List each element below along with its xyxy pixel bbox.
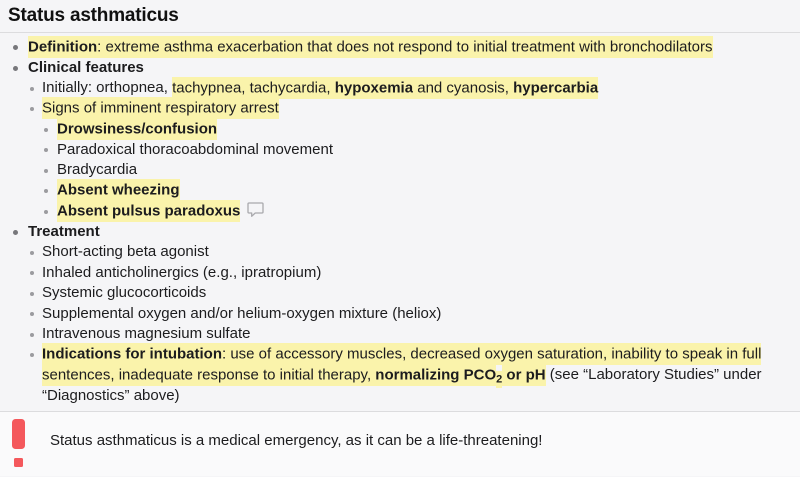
text-segment: 2 bbox=[496, 371, 502, 388]
bullet-icon bbox=[13, 66, 18, 71]
list-item bbox=[0, 37, 796, 58]
list-item-text bbox=[57, 201, 796, 222]
list-item bbox=[0, 345, 796, 407]
text-segment: : use of accessory muscles, decreased oxygen saturation, inability to speak in full sentences, inadequate response to initial therapy, bbox=[42, 343, 761, 386]
bullet-icon bbox=[30, 333, 34, 337]
text-segment: hypercarbia bbox=[513, 77, 598, 99]
bullet-icon bbox=[30, 271, 34, 275]
text-segment: Clinical features bbox=[28, 58, 144, 76]
bullet-icon bbox=[44, 128, 48, 132]
list-item-text bbox=[42, 99, 796, 120]
list-item-text bbox=[57, 181, 796, 202]
text-segment: Absent wheezing bbox=[57, 179, 180, 201]
list-item-text bbox=[57, 119, 796, 140]
list-item-text bbox=[57, 140, 796, 161]
bullet-icon bbox=[30, 251, 34, 255]
text-segment: Definition bbox=[28, 36, 97, 58]
text-segment: tachypnea, tachycardia, bbox=[172, 77, 335, 99]
page-title: Status asthmaticus bbox=[8, 5, 179, 26]
list-item-text bbox=[42, 242, 796, 263]
text-segment: normalizing PCO bbox=[375, 364, 496, 386]
text-segment: Signs of imminent respiratory arrest bbox=[42, 97, 279, 119]
text-segment: Initially: orthopnea, bbox=[42, 79, 173, 96]
list-item-text bbox=[42, 263, 796, 284]
bullet-icon bbox=[44, 169, 48, 173]
warning-text: Status asthmaticus is a medical emergency, as it can be a life-threatening! bbox=[50, 432, 543, 449]
list-item bbox=[0, 283, 796, 304]
list-item bbox=[0, 304, 796, 325]
list-item bbox=[0, 222, 796, 243]
list-item bbox=[0, 201, 796, 222]
text-segment: Short-acting beta agonist bbox=[42, 243, 209, 260]
text-segment: Absent pulsus paradoxus bbox=[57, 200, 240, 222]
text-segment: : extreme asthma exacerbation that does not respond to initial treatment with bronchodilators bbox=[97, 36, 712, 58]
bullet-icon bbox=[30, 353, 34, 357]
list-item-text bbox=[42, 78, 796, 99]
text-segment: or pH bbox=[502, 364, 545, 386]
warning-callout bbox=[0, 412, 800, 476]
text-segment: Inhaled anticholinergics (e.g., ipratropium) bbox=[42, 263, 322, 281]
list-item bbox=[0, 58, 796, 79]
bullet-icon bbox=[44, 148, 48, 152]
text-segment: and cyanosis, bbox=[413, 77, 513, 99]
bullet-icon bbox=[30, 292, 34, 296]
comment-icon[interactable] bbox=[247, 202, 264, 217]
list-item bbox=[0, 181, 796, 202]
list-item bbox=[0, 324, 796, 345]
text-segment: Supplemental oxygen and/or helium-oxygen mixture (heliox) bbox=[42, 304, 442, 322]
text-segment: Indications for intubation bbox=[42, 343, 222, 365]
list-item bbox=[0, 119, 796, 140]
list-item-text bbox=[42, 304, 796, 325]
text-segment: (see “Laboratory Studies” under “Diagnostics” above) bbox=[42, 366, 762, 404]
list-item-text bbox=[42, 345, 796, 407]
bullet-icon bbox=[30, 107, 34, 111]
bullet-icon bbox=[13, 45, 18, 50]
list-item-text bbox=[28, 37, 796, 58]
bullet-icon bbox=[44, 189, 48, 193]
text-segment: Treatment bbox=[28, 222, 100, 240]
list-item-text bbox=[42, 324, 796, 345]
text-segment: Bradycardia bbox=[57, 161, 138, 178]
list-item-text bbox=[28, 58, 796, 79]
list-item-text bbox=[57, 160, 796, 181]
text-segment: Systemic glucocorticoids bbox=[42, 284, 207, 301]
text-segment: Drowsiness/confusion bbox=[57, 118, 217, 140]
bullet-icon bbox=[30, 87, 34, 91]
exclamation-icon bbox=[10, 418, 27, 468]
text-segment: Paradoxical thoracoabdominal movement bbox=[57, 140, 333, 158]
list-item bbox=[0, 99, 796, 120]
list-item bbox=[0, 78, 796, 99]
list-item bbox=[0, 242, 796, 263]
text-segment: Intravenous magnesium sulfate bbox=[42, 325, 251, 342]
list-item-text bbox=[42, 283, 796, 304]
list-item bbox=[0, 160, 796, 181]
list-item bbox=[0, 140, 796, 161]
text-segment: hypoxemia bbox=[335, 77, 413, 99]
list-item-text bbox=[28, 222, 796, 243]
outline-list bbox=[0, 33, 800, 406]
list-item bbox=[0, 263, 796, 284]
bullet-icon bbox=[44, 210, 48, 214]
bullet-icon bbox=[30, 312, 34, 316]
bullet-icon bbox=[13, 230, 18, 235]
